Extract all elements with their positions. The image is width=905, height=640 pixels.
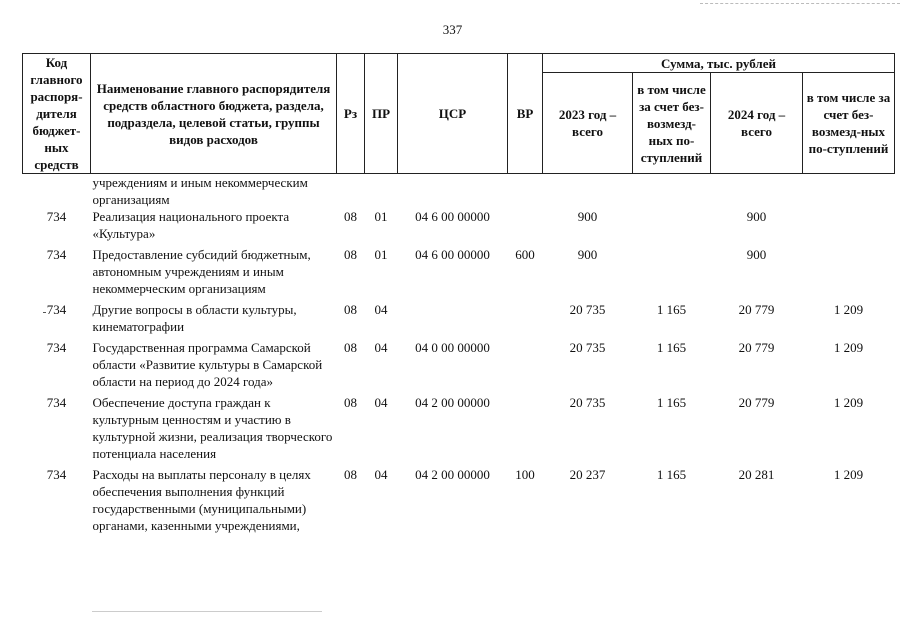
table-row [23,208,895,246]
cell-rz: 08 [344,340,357,355]
cell-2023-grants [633,174,711,209]
cell-rz: 08 [344,302,357,317]
header-vr: ВР [508,54,543,174]
cell-2024-grants: 1 209 [833,395,864,410]
table-row [23,174,895,209]
cell-vr [508,301,543,339]
cell-2023-grants: 1 165 [656,302,687,317]
budget-table [22,53,895,538]
cell-vr [508,208,543,246]
cell-csr: 04 2 00 00000 [415,467,490,482]
cell-2023-grants [633,246,711,301]
cell-code: 734 [46,247,67,262]
header-2023-grants: в том числе за счет без-возмезд-ных по-ступлений [633,73,711,174]
cell-2023-total: 20 735 [569,340,606,355]
cell-pr: 04 [374,395,388,410]
scan-mark [43,312,46,313]
header-code: Код главного распоря-дителя бюджет-ных средств [23,54,91,174]
page-number: 337 [442,22,463,37]
header-2024-grants: в том числе за счет без-возмезд-ных по-ступлений [803,73,895,174]
cell-pr: 04 [374,340,388,355]
cell-vr: 100 [515,467,535,482]
cell-2024-grants: 1 209 [833,340,864,355]
cell-2024-grants [803,208,895,246]
cell-2024-total [711,174,803,209]
cell-vr [508,394,543,466]
cell-2023-total: 20 735 [569,395,606,410]
cell-vr [508,339,543,394]
cell-2024-total: 20 779 [738,395,775,410]
table-row [23,339,895,394]
cell-rz: 08 [344,247,357,262]
cell-rz: 08 [344,209,357,224]
cell-2023-total: 900 [577,209,598,224]
cell-csr: 04 6 00 00000 [415,247,490,262]
cell-rz: 08 [344,395,357,410]
table-header [23,54,895,174]
header-pr: ПР [365,54,398,174]
cell-2024-grants: 1 209 [833,302,864,317]
cell-name: Государственная программа Самарской области «Развитие культуры в Самарской области на период до 2024 года» [92,340,323,389]
cell-code: 734 [46,340,67,355]
cell-2024-grants [803,246,895,301]
cell-csr: 04 0 00 00000 [415,340,490,355]
cell-2024-total: 20 779 [738,302,775,317]
cell-2023-grants: 1 165 [656,395,687,410]
cell-pr [365,174,398,209]
cell-2023-total: 20 237 [569,467,606,482]
cell-2024-total: 20 281 [738,467,775,482]
cell-name: Обеспечение доступа граждан к культурным ценностям и участию в культурной жизни, реализация творческого потенциала населения [92,395,333,461]
cell-csr: 04 6 00 00000 [415,209,490,224]
cell-rz: 08 [344,467,357,482]
cell-pr: 04 [374,302,388,317]
cell-pr: 01 [374,247,388,262]
cell-2023-total: 20 735 [569,302,606,317]
table-row [23,301,895,339]
header-rz: Рз [337,54,365,174]
cell-2024-grants: 1 209 [833,467,864,482]
header-sum-group: Сумма, тыс. рублей [543,54,895,73]
cell-name: учреждениям и иным некоммерческим организациям [92,175,308,207]
scan-artifact-line [92,611,322,612]
header-name: Наименование главного распорядителя средств областного бюджета, раздела, подраздела, целевой статьи, группы видов расходов [91,54,337,174]
cell-code: 734 [46,302,67,317]
cell-2023-grants: 1 165 [656,340,687,355]
cell-pr: 04 [374,467,388,482]
table-body [23,174,895,539]
header-2024-total: 2024 год – всего [711,73,803,174]
cell-vr [508,174,543,209]
cell-name: Другие вопросы в области культуры, кинематографии [92,302,297,334]
cell-2023-grants [633,208,711,246]
cell-code: 734 [46,209,67,224]
cell-2024-grants [803,174,895,209]
header-csr: ЦСР [398,54,508,174]
cell-2024-total: 900 [746,247,767,262]
cell-rz [337,174,365,209]
cell-code: 734 [46,467,67,482]
cell-pr: 01 [374,209,388,224]
table-row [23,394,895,466]
cell-csr [398,174,508,209]
cell-2023-total: 900 [577,247,598,262]
cell-2024-total: 900 [746,209,767,224]
cell-2023-grants: 1 165 [656,467,687,482]
table-row [23,466,895,538]
cell-name: Предоставление субсидий бюджетным, автономным учреждениям и иным некоммерческим организациям [92,247,311,296]
cell-code [23,174,91,209]
cell-code: 734 [46,395,67,410]
cell-name: Расходы на выплаты персоналу в целях обеспечения выполнения функций государственными (муниципальными) органами, казенными учреждениями, [92,467,311,533]
table-row [23,246,895,301]
cell-csr: 04 2 00 00000 [415,395,490,410]
cell-name: Реализация национального проекта «Культура» [92,209,290,241]
cell-vr: 600 [515,247,535,262]
scan-artifact-line [700,3,900,4]
cell-2024-total: 20 779 [738,340,775,355]
cell-2023-total [543,174,633,209]
cell-csr [398,301,508,339]
header-2023-total: 2023 год – всего [543,73,633,174]
